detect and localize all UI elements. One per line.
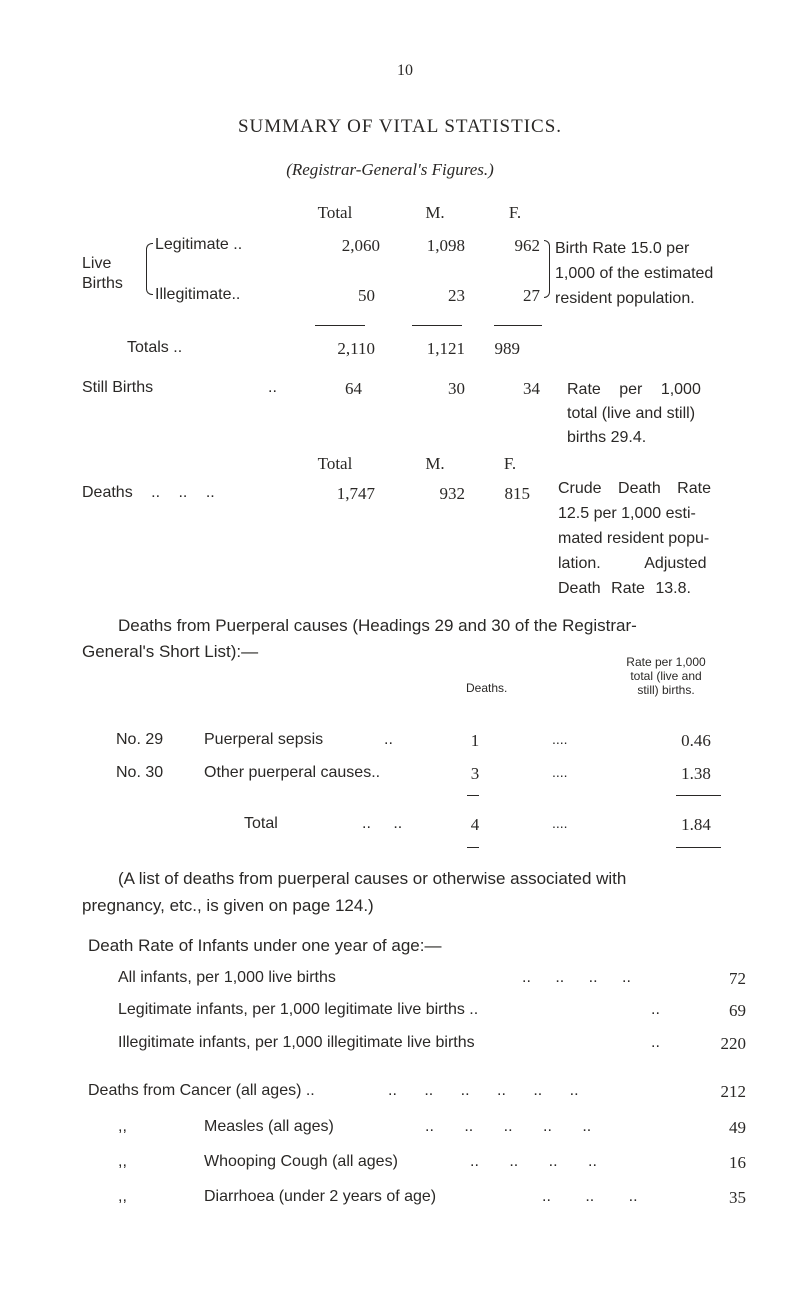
leader-dots: .. [651,1001,660,1018]
cell-total: 2,060 [341,236,380,255]
row-label: All infants, per 1,000 live births [118,969,336,986]
row-value: 49 [729,1118,746,1137]
note-line: total (live and still) [567,405,696,422]
rate-header-line: total (live and [630,669,702,683]
still-births-label: Still Births [82,379,154,396]
infant-heading: Death Rate of Infants under one year of age:— [88,936,442,955]
note-line: Rate per 1,000 [567,381,701,398]
row-rate: 1.38 [681,764,711,783]
live-births-label-2: Births [82,275,123,292]
cell-total: 2,110 [337,339,375,358]
deaths-label: Deaths .. .. .. [82,484,215,501]
puerperal-note-line2: pregnancy, etc., is given on page 124.) [82,896,374,915]
cell-m: 30 [448,379,465,398]
cell-total: 50 [358,286,375,305]
ditto-mark: ,, [118,1118,127,1135]
leader-dots: .. .. [362,815,403,832]
row-deaths: 1 [470,731,480,750]
row-value: 72 [729,969,746,988]
note-line: lation. Adjusted [558,555,707,572]
row-label: Whooping Cough (all ages) [204,1153,398,1170]
leader-dots: .. [651,1034,660,1051]
leader-dots: .... [552,815,568,831]
birth-rate-note [555,236,713,311]
row-cause: Puerperal sepsis [204,731,324,748]
divider [676,795,721,796]
death-rate-note [558,476,711,601]
leader-dots: .. .. .. .. [522,969,631,986]
cell-f: 34 [523,379,540,398]
row-rate: 0.46 [681,731,711,750]
cell-total: 64 [345,379,362,398]
leader-dots: .. [268,379,277,396]
leader-dots: .. .. .. .. [470,1153,597,1170]
divider [676,847,721,848]
live-births-label-1: Live [82,255,112,272]
still-birth-rate-note [567,378,701,450]
divider [494,325,542,326]
puerperal-col-deaths: Deaths. [466,681,508,695]
deaths-col-total: Total [317,454,353,473]
note-line: Death Rate 13.8. [558,580,691,597]
page-number: 10 [397,62,413,79]
row-value: 220 [720,1034,746,1053]
rate-header-line: Rate per 1,000 [626,655,706,669]
birth-rate-line: Birth Rate 15.0 per [555,240,690,257]
cell-m: 1,121 [426,339,465,358]
puerperal-col-rate [606,655,726,697]
row-label: Measles (all ages) [204,1118,334,1135]
row-label: Deaths from Cancer (all ages) .. [88,1082,315,1099]
page-title: SUMMARY OF VITAL STATISTICS. [237,116,563,137]
births-col-total: Total [317,203,353,222]
puerperal-intro-line1: Deaths from Puerperal causes (Headings 29 and 30 of the Registrar- [118,616,637,635]
row-label: Diarrhoea (under 2 years of age) [204,1188,437,1205]
leader-dots: .. [384,731,393,748]
cell-f: 815 [504,484,530,503]
total-rate: 1.84 [681,815,711,834]
row-label: Totals .. [127,339,183,356]
deaths-col-f: F. [503,454,517,473]
divider [412,325,462,326]
births-col-f: F. [508,203,522,222]
ditto-mark: ,, [118,1153,127,1170]
row-value: 69 [729,1001,746,1020]
page-subtitle: (Registrar-General's Figures.) [286,160,494,179]
cell-f: 27 [523,286,540,305]
left-brace [146,243,153,295]
divider [467,795,479,796]
note-line: 12.5 per 1,000 esti- [558,505,696,522]
row-value: 212 [720,1082,746,1101]
birth-rate-line: 1,000 of the estimated [555,265,714,282]
row-label: Illegitimate infants, per 1,000 illegitimate live births [118,1034,475,1051]
note-line: births 29.4. [567,429,647,446]
row-no: No. 30 [116,764,164,781]
note-line: mated resident popu- [558,530,710,547]
row-cause: Other puerperal causes.. [204,764,381,781]
deaths-col-m: M. [425,454,445,473]
divider [315,325,365,326]
divider [467,847,479,848]
row-label: Legitimate .. [155,236,243,253]
total-label: Total [244,815,278,832]
leader-dots: .... [552,731,568,747]
birth-rate-line: resident population. [555,290,695,307]
leader-dots: .. .. .. .. .. [425,1118,592,1135]
puerperal-note-line1: (A list of deaths from puerperal causes or otherwise associated with [118,869,627,888]
births-col-m: M. [425,203,445,222]
row-no: No. 29 [116,731,164,748]
leader-dots: .. .. .. .. .. .. [388,1082,579,1099]
cell-m: 23 [448,286,465,305]
note-line: Crude Death Rate [558,480,711,497]
rate-header-line: still) births. [637,683,695,697]
puerperal-intro-line2: General's Short List):— [82,642,259,661]
row-value: 35 [729,1188,746,1207]
cell-m: 1,098 [426,236,465,255]
leader-dots: .... [552,764,568,780]
row-value: 16 [729,1153,746,1172]
row-deaths: 3 [470,764,480,783]
cell-f: 989 [494,339,520,358]
cell-total: 1,747 [336,484,375,503]
row-label: Legitimate infants, per 1,000 legitimate live births .. [118,1001,479,1018]
row-label: Illegitimate.. [155,286,241,303]
cell-f: 962 [514,236,540,255]
total-deaths: 4 [470,815,480,834]
right-brace [544,240,550,298]
ditto-mark: ,, [118,1188,127,1205]
cell-m: 932 [439,484,465,503]
leader-dots: .. .. .. [542,1188,638,1205]
